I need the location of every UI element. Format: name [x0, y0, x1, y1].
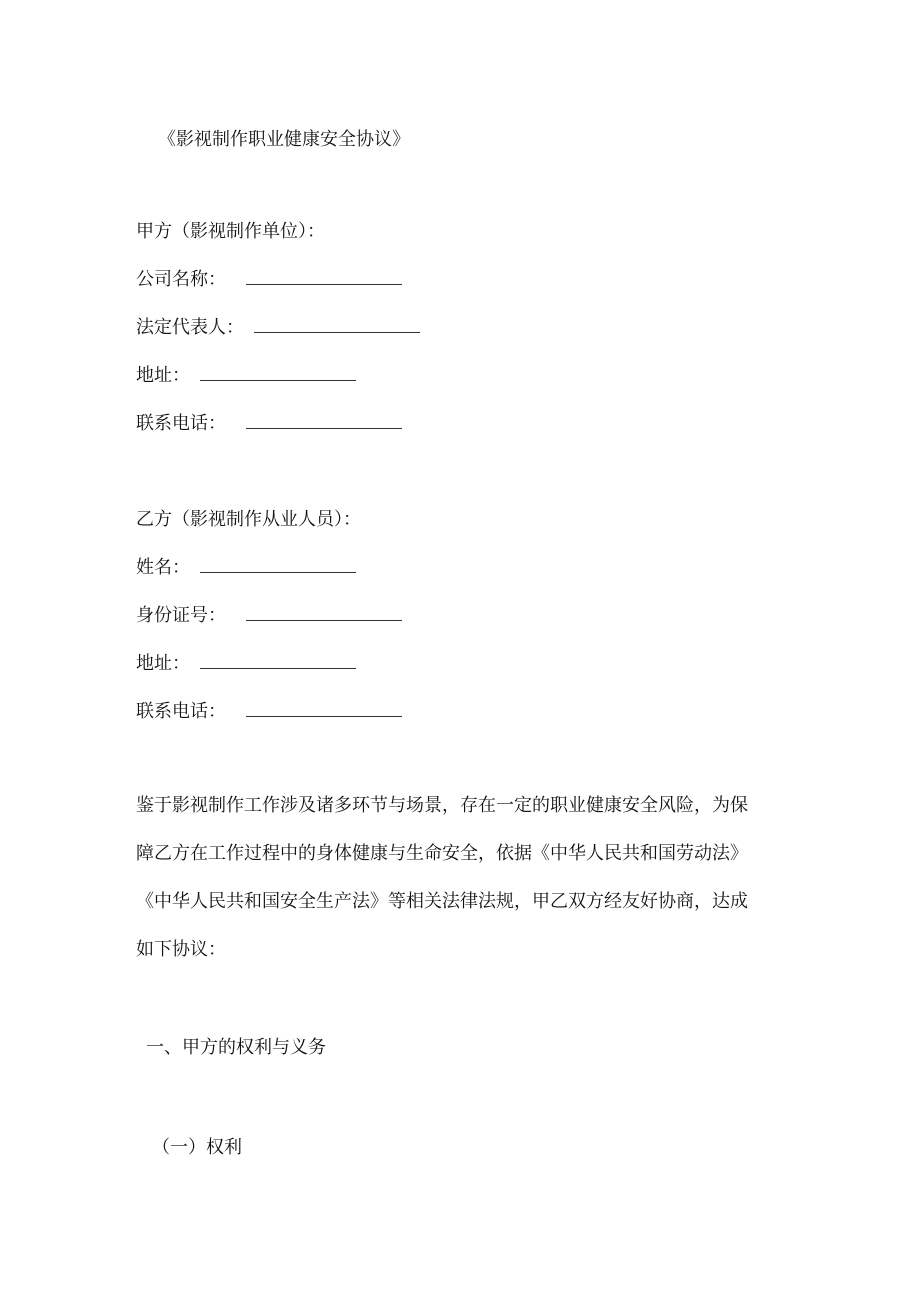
party-b-id-label: 身份证号：	[136, 605, 226, 626]
section-1-heading: 一、甲方的权利与义务	[146, 1037, 326, 1058]
preamble-line: 《中华人民共和国安全生产法》等相关法律法规，甲乙双方经友好协商，达成	[136, 891, 748, 912]
party-b-id-blank[interactable]	[246, 604, 402, 621]
party-a-address-label: 地址：	[136, 365, 190, 386]
party-a-address-blank[interactable]	[200, 364, 356, 381]
party-a-address-row	[136, 364, 356, 388]
party-b-name-blank[interactable]	[200, 556, 356, 573]
preamble-paragraph	[136, 782, 776, 974]
party-a-rep-blank[interactable]	[254, 316, 420, 333]
party-a-company-label: 公司名称：	[136, 269, 226, 290]
preamble-line: 障乙方在工作过程中的身体健康与生命安全，依据《中华人民共和国劳动法》	[136, 843, 748, 864]
party-a-phone-label: 联系电话：	[136, 413, 226, 434]
preamble-line: 鉴于影视制作工作涉及诸多环节与场景，存在一定的职业健康安全风险，为保	[136, 795, 748, 816]
party-a-rep-label: 法定代表人：	[136, 317, 244, 338]
party-a-rep-row	[136, 316, 420, 340]
party-b-phone-label: 联系电话：	[136, 701, 226, 722]
party-b-phone-row	[136, 700, 402, 724]
party-b-address-label: 地址：	[136, 653, 190, 674]
document-title: 《影视制作职业健康安全协议》	[158, 129, 410, 150]
party-a-phone-blank[interactable]	[246, 412, 402, 429]
party-a-company-row	[136, 268, 402, 292]
party-a-heading: 甲方（影视制作单位）：	[136, 221, 325, 242]
preamble-line: 如下协议：	[136, 939, 226, 960]
party-b-address-row	[136, 652, 356, 676]
party-b-name-label: 姓名：	[136, 557, 190, 578]
party-a-phone-row	[136, 412, 402, 436]
section-1-sub-rights: （一）权利	[152, 1137, 242, 1158]
party-b-phone-blank[interactable]	[246, 700, 402, 717]
party-b-address-blank[interactable]	[200, 652, 356, 669]
party-b-id-row	[136, 604, 402, 628]
party-b-heading: 乙方（影视制作从业人员）：	[136, 509, 361, 530]
party-a-company-blank[interactable]	[246, 268, 402, 285]
party-b-name-row	[136, 556, 356, 580]
